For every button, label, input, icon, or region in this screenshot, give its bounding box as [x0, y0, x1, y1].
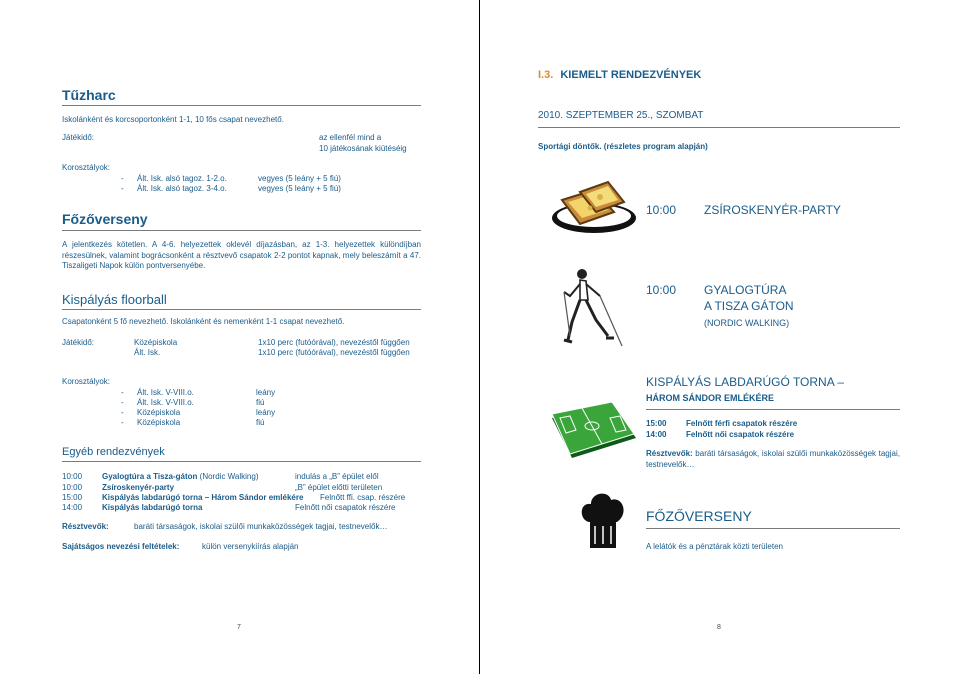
list-item-group: Ált. Isk.	[134, 348, 161, 357]
section-heading	[538, 69, 701, 81]
list-item-dash: -	[121, 398, 124, 407]
tuzharc-intro: Iskolánként és korcsoportonként 1-1, 10 fős csapat nevezhető.	[62, 115, 284, 124]
list-item-group: Ált. Isk. alsó tagoz. 1-2.o.	[137, 174, 227, 183]
list-item-time: 15:00	[646, 419, 667, 428]
floorball-intro: Csapatonként 5 fő nevezhető. Iskolánként és nemenként 1-1 csapat nevezhető.	[62, 317, 345, 326]
sport-finals: Sportági döntők. (részletes program alapján)	[538, 142, 708, 151]
list-item-location: „B” épület előtti területen	[295, 483, 383, 492]
divider	[646, 528, 900, 529]
resztvevok-label: Résztvevők:	[62, 522, 109, 531]
floorball-age-label: Korosztályok:	[62, 377, 111, 386]
list-item-group: Középiskola	[137, 418, 181, 427]
football-field-icon	[548, 402, 638, 460]
list-item-text: Felnőtt női csapatok részére	[686, 430, 795, 439]
labdarugo-subtitle: HÁROM SÁNDOR EMLÉKÉRE	[646, 393, 775, 403]
zsiros-title: ZSÍROSKENYÉR-PARTY	[704, 203, 841, 217]
list-item-title: Zsíroskenyér-party	[102, 483, 175, 492]
list-item-text: Felnőtt férfi csapatok részére	[686, 419, 798, 428]
labdarugo-title: KISPÁLYÁS LABDARÚGÓ TORNA –	[646, 375, 845, 389]
page-divider	[479, 0, 480, 674]
list-item-dash: -	[121, 174, 124, 183]
list-item-gender: leány	[256, 388, 276, 397]
list-item-group: Középiskola	[134, 338, 178, 347]
divider	[62, 105, 421, 106]
list-item-group: Ált. Isk. V-VIII.o.	[137, 388, 194, 397]
divider	[62, 461, 421, 462]
nordic-walker-icon	[560, 266, 630, 348]
tuzharc-game-line2: 10 játékosának kiütéséig	[319, 144, 407, 153]
list-item-time: 14:00	[646, 430, 667, 439]
sajatos-text: külön versenykiírás alapján	[202, 542, 299, 551]
list-item-dash: -	[121, 418, 124, 427]
resztvevok-text: baráti társaságok, iskolai szülői munkaközösségek tagjai, testnevelők…	[134, 522, 388, 531]
list-item-group: Ált. Isk. alsó tagoz. 3-4.o.	[137, 184, 227, 193]
list-item-dash: -	[121, 388, 124, 397]
list-item-time: 10:00	[62, 472, 83, 481]
list-item-team: vegyes (5 leány + 5 fiú)	[258, 174, 341, 183]
page-number: 8	[717, 624, 721, 631]
page-number: 7	[237, 624, 241, 631]
list-item-gender: fiú	[256, 418, 265, 427]
list-item-location: Felnőtt női csapatok részére	[295, 503, 396, 512]
gyalog-title2: A TISZA GÁTON	[704, 299, 794, 313]
section-title: KIEMELT RENDEZVÉNYEK	[560, 69, 702, 81]
section-number: I.3.	[538, 69, 554, 81]
tuzharc-game-line1: az ellenfél mind a	[319, 133, 382, 142]
bread-plate-icon	[550, 172, 638, 236]
fozo-right-text: A lelátók és a pénztárak közti területen	[646, 542, 783, 551]
fozo-body: A jelentkezés kötetlen. A 4-6. helyezettek oklevél díjazásban, az 1-3. helyezettek különdíjban részesülnek, valamint bográcsonként a résztvevő csapatok 2-2 pontot kapnak, mely beleszámít a 47. Tiszaligeti Napok külön pontversenyébe.	[62, 240, 421, 271]
list-item-time: 10:00	[62, 483, 83, 492]
divider	[62, 230, 421, 231]
fozo-right-title: FŐZŐVERSENY	[646, 508, 752, 524]
fozo-title: Főzőverseny	[62, 211, 148, 227]
floorball-game-label: Játékidő:	[62, 338, 95, 347]
list-item-location: indulás a „B” épület elől	[295, 472, 379, 481]
gyalog-title1: GYALOGTÚRA	[704, 283, 787, 297]
gyalog-subtitle: (NORDIC WALKING)	[704, 318, 790, 328]
list-item-group: Középiskola	[137, 408, 181, 417]
egyeb-title: Egyéb rendezvények	[62, 446, 165, 458]
tuzharc-game-label: Játékidő:	[62, 133, 95, 142]
zsiros-time: 10:00	[646, 203, 677, 217]
divider	[646, 409, 900, 410]
divider	[62, 309, 421, 310]
sajatos-label: Sajátságos nevezési feltételek:	[62, 542, 180, 551]
list-item-dash: -	[121, 184, 124, 193]
labdarugo-resztvevok: Résztvevők: baráti társaságok, iskolai szülői munkaközösségek tagjai, testnevelők…	[646, 449, 900, 469]
list-item-location: Felnőtt ffi. csap. részére	[320, 493, 406, 502]
chef-hat-icon	[579, 492, 627, 554]
event-date: 2010. SZEPTEMBER 25., SZOMBAT	[538, 110, 704, 121]
list-item-group: Ált. Isk. V-VIII.o.	[137, 398, 194, 407]
list-item-time: 1x10 perc (futóórával), nevezéstől függően	[258, 338, 410, 347]
list-item-time: 15:00	[62, 493, 83, 502]
list-item-title: Kispályás labdarúgó torna – Három Sándor emlékére	[102, 493, 304, 502]
gyalog-time: 10:00	[646, 283, 677, 297]
list-item-title: Gyalogtúra a Tisza-gáton (Nordic Walking)	[102, 472, 259, 481]
list-item-time: 14:00	[62, 503, 83, 512]
tuzharc-title: Tűzharc	[62, 87, 116, 103]
list-item-dash: -	[121, 408, 124, 417]
list-item-gender: leány	[256, 408, 276, 417]
list-item-team: vegyes (5 leány + 5 fiú)	[258, 184, 341, 193]
tuzharc-age-label: Korosztályok:	[62, 163, 111, 172]
list-item-gender: fiú	[256, 398, 265, 407]
list-item-title: Kispályás labdarúgó torna	[102, 503, 203, 512]
floorball-title: Kispályás floorball	[62, 292, 167, 307]
divider	[538, 127, 900, 128]
list-item-time: 1x10 perc (futóórával), nevezéstől függően	[258, 348, 410, 357]
